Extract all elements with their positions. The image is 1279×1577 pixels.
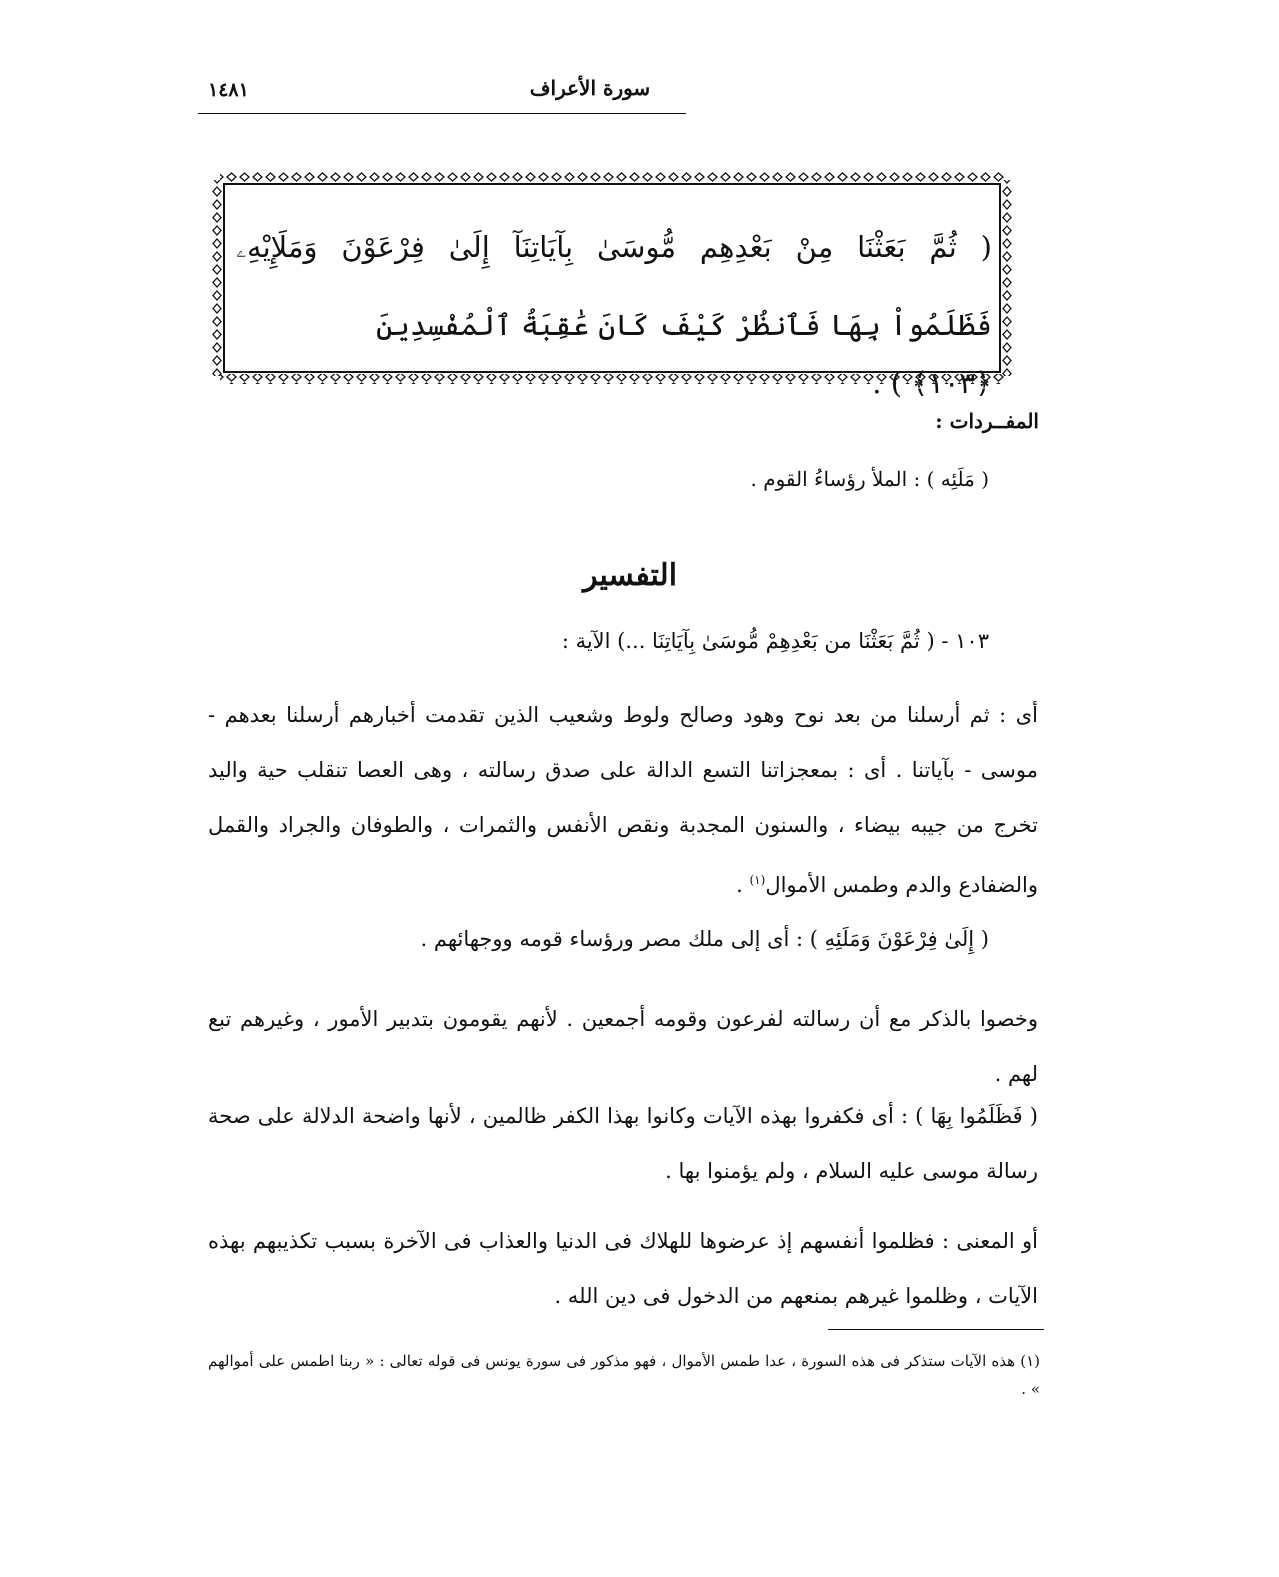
tafsir-paragraph-5: أو المعنى : فظلموا أنفسهم إذ عرضوها للهلاك فى الدنيا والعذاب فى الآخرة بسبب تكذيبهم بهذه الآيات ، وظلموا غيرهم بمنعهم من الدخول فى دين الله . [208, 1229, 1038, 1308]
page-number: ١٤٨١ [208, 79, 249, 101]
tafsir-paragraph-1 [208, 688, 1038, 913]
vocabulary-heading: المفــردات : [935, 409, 1039, 433]
footnote-rule [828, 1329, 1044, 1330]
surah-title: سورة الأعراف [529, 76, 651, 100]
tafsir-paragraph-1-text: أى : ثم أرسلنا من بعد نوح وهود وصالح ولوط وشعيب الذين تقدمت أخبارهم أرسلنا بعدهم - موسى - بآياتنا . أى : بمعجزاتنا التسع الدالة على صدق رسالته ، وهى العصا تنقلب حية واليد تخرج من جيبه بيضاء ، والسنون المجدبة ونقص الأنفس والثمرات ، والطوفان والجراد والقمل والضفادع والدم وطمس الأموال [208, 703, 1038, 897]
footnote: (١) هذه الآيات ستذكر فى هذه السورة ، عدا طمس الأموال ، فهو مذكور فى سورة يونس فى قوله تعالى : « ربنا اطمس على أموالهم » . [208, 1352, 1040, 1398]
section-title: التفسير [582, 558, 678, 593]
tafsir-paragraph-1-end: . [736, 873, 750, 897]
tafsir-paragraph-4: ( فَظَلَمُوا بِهَا ) : أى فكفروا بهذه الآيات وكانوا بهذا الكفر ظالمين ، لأنها واضحة الدلالة على صحة رسالة موسى عليه السلام ، ولم يؤمنوا بها . [208, 1104, 1038, 1183]
header-rule [198, 113, 686, 114]
verse-reference: ١٠٣ - ( ثُمَّ بَعَثْنَا من بَعْدِهِمْ مُّوسَىٰ بِآيَاتِنَا ...) الآية : [561, 629, 989, 653]
tafsir-paragraph-2: ( إِلَىٰ فِرْعَوْنَ وَمَلَئِهِ ) : أى إلى ملك مصر ورؤساء قومه ووجهائهم . [420, 927, 989, 951]
footnote-marker: (١) [749, 873, 766, 887]
vocabulary-entry: ( مَلَئِه ) : الملأ رؤساءُ القوم . [750, 467, 989, 491]
tafsir-paragraph-3: وخصوا بالذكر مع أن رسالته لفرعون وقومه أجمعين . لأنهم يقومون بتدبير الأمور ، وغيرهم تبع لهم . [208, 1007, 1038, 1086]
quran-verse-line-1: ( ثُمَّ بَعَثْنَا مِنْ بَعْدِهِم مُّوسَىٰ بِآيَاتِنَآ إِلَىٰ فِرْعَوْنَ وَمَلَإِيْهِۦ [236, 230, 992, 264]
quran-verse-line-2: فَظَلَمُواْ بِهَا فَٱنظُرْ كَيْفَ كَانَ عَٰقِبَةُ ٱلْمُفْسِدِينَ ﴿١٠٣﴾ ) . [375, 308, 992, 400]
